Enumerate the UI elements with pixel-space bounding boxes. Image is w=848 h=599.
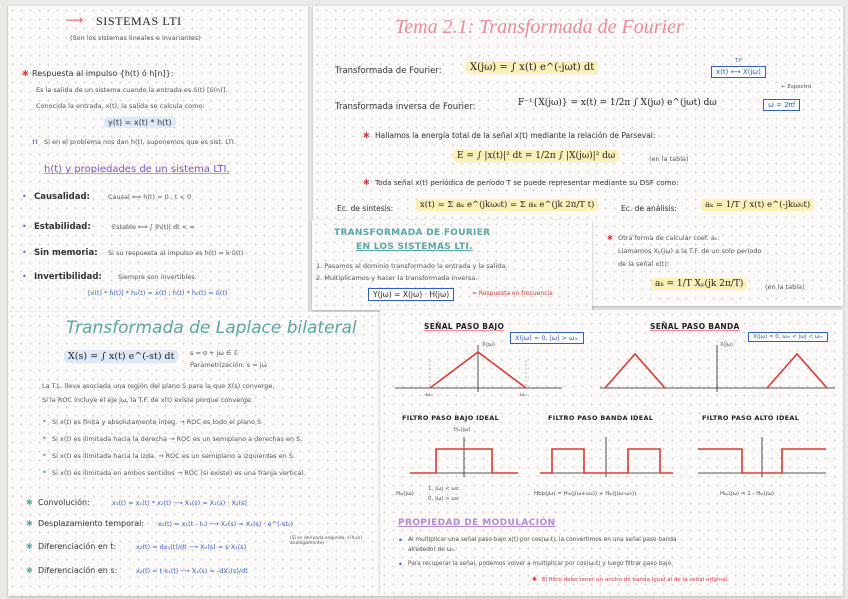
bullet-star-icon: ✱ <box>363 131 370 140</box>
dt-label: Diferenciación en t: <box>38 542 117 551</box>
synthesis-label: Ec. de síntesis: <box>337 204 394 213</box>
shift-label: Desplazamiento temporal: <box>38 519 145 528</box>
synthesis-formula: x(t) = Σ aₖ e^(jkω₀t) = Σ aₖ e^(jk 2π/T t) <box>416 199 598 211</box>
warning-star-icon: ✱ <box>532 576 538 583</box>
hlp-label: Hₗₚ(jω) <box>454 427 471 433</box>
bandpass-signal-box: X(jω) = 0, ωₘ < |ω| < ωₘ <box>748 332 828 342</box>
lti-card <box>8 6 308 312</box>
bandpass-signal-plot <box>595 340 840 398</box>
invert-label: Invertibilidad: <box>34 272 102 282</box>
ds-formula: x₂(t) = t·x₁(t) ⟶ X₂(s) = -dX₁(s)/dt <box>136 567 248 575</box>
memory-label: Sin memoria: <box>34 248 98 258</box>
impulse-heading: Respuesta al impulso {h(t) ó h[n]}: <box>32 69 174 78</box>
stable-text: Estable ⟺ ∫ |h(t)| dt < ∞ <box>112 223 195 231</box>
dt-formula: x₂(t) = dx₁(t)/dt ⟶ X₂(s) = s·X₁(s) <box>136 543 247 551</box>
note-mark: !! <box>32 138 38 146</box>
omega-box: ω = 2πf <box>763 99 800 111</box>
s-definition: s = σ + jω ∈ ℂ <box>190 349 239 357</box>
lti-fourier-step-1: 1. Pasamos al dominio transformado la entrada y la salida. <box>316 262 508 270</box>
laplace-title: Transformada de Laplace bilateral <box>66 318 357 338</box>
ds-label: Diferenciación en s: <box>38 566 118 575</box>
ideal-lowpass-title: FILTRO PASO BAJO IDEAL <box>402 414 500 422</box>
lti-note: Si en el problema nos dan h(t), suponemos que es sist. LTI. <box>44 138 236 146</box>
itf-formula: F⁻¹{X(jω)} = x(t) = 1/2π ∫ X(jω) e^(jωt) dω <box>518 98 717 108</box>
lti-fourier-heading-2: EN LOS SISTEMAS LTI. <box>356 242 473 252</box>
tf-label: Transformada de Fourier: <box>335 66 442 76</box>
espectro-note: ← Espectro <box>781 84 812 90</box>
ak-formula: aₖ = 1/T Xₚ(jk 2π/T) <box>651 278 747 290</box>
lti-fourier-card <box>312 220 592 310</box>
bullet-dot-icon: • <box>42 451 47 460</box>
hlp-name: Hₗₚ(jω) <box>396 491 414 497</box>
shift-formula: x₂(t) = x₁(t - t₀) ⟶ X₂(s) = X₁(s) · e^(-st₀) <box>158 520 294 528</box>
parseval-note: (en la tabla) <box>649 155 689 163</box>
roc-item-1: Si x(t) es finita y absolutamente integ. → ROC es todo el plano S <box>52 418 262 426</box>
modulation-line-2: Para recuperar la señal, podemos volver a multiplicar por cos(ω₀t) y luego filtrar paso bajo. <box>408 561 673 567</box>
roc-item-4: Si x(t) es ilimitada en ambos sentidos → ROC (si existe) es una franja vertical. <box>52 469 306 477</box>
lti-fourier-heading-1: TRANSFORMADA DE FOURIER <box>334 228 491 238</box>
hbp-definition: Hbp(jω) = Hₗₚ(j(ω+ω₀)) + Hₗₚ(j(ω-ω₀)) <box>534 491 637 497</box>
invert-formula: [x(t) * h(t)] * h₂(t) = x(t) ; h(t) * h₂(t) = δ(t) <box>88 289 228 297</box>
filters-card <box>380 310 843 596</box>
analysis-label: Ec. de análisis: <box>621 204 677 213</box>
bullet-dot-icon: • <box>22 192 27 201</box>
bullet-dot-icon: • <box>398 536 403 545</box>
laplace-card <box>8 312 380 596</box>
bullet-dot-icon: • <box>22 272 27 281</box>
bullet-star-icon: ✱ <box>26 519 33 528</box>
invert-text: Siempre son invertibles. <box>118 273 197 281</box>
bullet-star-icon: ✱ <box>22 69 29 78</box>
parametrization: Parametrización: s = jω <box>190 361 267 369</box>
fourier-title: Tema 2.1: Transformada de Fourier <box>395 16 684 38</box>
stable-label: Estabilidad: <box>34 222 91 232</box>
analysis-formula: aₖ = 1/T ∫ x(t) e^(-jkω₀t) <box>701 199 814 211</box>
lti-title: SISTEMAS LTI <box>96 14 182 28</box>
frequency-response-label: = Respuesta en frecuencia <box>472 290 553 297</box>
lowpass-wm-neg: -ωₘ <box>424 392 434 398</box>
itf-label: Transformada inversa de Fourier: <box>335 102 476 112</box>
conv-formula: x₃(t) = x₁(t) * x₂(t) ⟶ X₃(s) = X₁(s) · X₂(s) <box>112 499 247 507</box>
modulation-line-1: Al multiplicar una señal paso bajo x(t) por cos(ω₀t), la convertimos en una señal paso banda <box>408 537 677 543</box>
bullet-dot-icon: • <box>398 560 403 569</box>
bullet-dot-icon: • <box>22 222 27 231</box>
modulation-warning: El filtro debe tener un ancho de banda igual al de la señal original. <box>542 577 729 583</box>
roc-line-2: Si la ROC incluye el eje jω, la T.F. de x(t) existe porque converge. <box>42 396 253 404</box>
memory-text: Si su respuesta al impulso es h(t) = k·δ(t) <box>108 249 244 257</box>
lowpass-wm-pos: ωₘ <box>520 392 528 398</box>
other-way-2: Llamamos Xₚ(jω) a la T.F. de un solo periodo <box>618 247 762 255</box>
lti-fourier-step-2: 2. Multiplicamos y hacer la transformada inversa. <box>316 274 478 282</box>
roc-item-2: Si x(t) es ilimitada hacia la derecha → ROC es un semiplano a derechas en S. <box>52 435 303 443</box>
tf-formula: X(jω) = ∫ x(t) e^(-jωt) dt <box>466 61 598 74</box>
ideal-highpass-plot <box>698 435 828 480</box>
laplace-formula: X(s) = ∫ x(t) e^(-st) dt <box>64 350 178 363</box>
lowpass-signal-title: SEÑAL PASO BAJO <box>424 322 505 331</box>
hhp-definition: Hₕₚ(jω) = 1 - Hₗₚ(jω) <box>720 491 775 497</box>
bullet-dot-icon: • <box>42 468 47 477</box>
props-heading: h(t) y propiedades de un sistema LTI. <box>44 164 230 175</box>
pair-box: x(t) ⟷ X(jω) <box>711 66 766 78</box>
ideal-bandpass-title: FILTRO PASO BANDA IDEAL <box>548 414 654 422</box>
bandpass-signal-title: SEÑAL PASO BANDA <box>650 322 740 331</box>
parseval-text: Hallamos la energía total de la señal x(t) mediante la relación de Parseval: <box>375 131 656 140</box>
lowpass-signal-plot <box>390 340 570 398</box>
modulation-line-1b: alrededor de ω₀. <box>408 547 456 553</box>
lti-fourier-formula: Y(jω) = X(jω) · H(jω) <box>368 288 454 301</box>
conv-label: Convolución: <box>38 498 90 507</box>
ideal-bandpass-plot <box>540 435 675 480</box>
title-arrow: ⟶ <box>66 13 84 27</box>
bullet-star-icon: ✱ <box>26 566 33 575</box>
roc-line-1: La T.L. lleva asociada una región del plano S para la que X(s) converge. <box>42 382 275 390</box>
ideal-highpass-title: FILTRO PASO ALTO IDEAL <box>702 414 800 422</box>
impulse-line-2: Conocida la entrada, x(t), la salida se calcula como: <box>36 102 205 110</box>
lowpass-xjw-label: X(jω) <box>482 342 495 348</box>
bullet-star-icon: ✱ <box>607 234 613 242</box>
causal-label: Causalidad: <box>34 192 90 202</box>
roc-item-3: Si x(t) es ilimitada hacia la izda. → ROC es un semiplano a izquierdas en S. <box>52 452 296 460</box>
hlp-definition-1: 1, |ω| < ωc <box>428 486 460 492</box>
convolution-formula: y(t) = x(t) * h(t) <box>104 117 176 128</box>
hlp-definition-2: 0, |ω| > ωc <box>428 496 460 502</box>
bullet-dot-icon: • <box>22 248 27 257</box>
bullet-dot-icon: • <box>42 434 47 443</box>
causal-text: Causal ⟺ h(t) = 0 , t < 0 <box>108 193 192 201</box>
bullet-star-icon: ✱ <box>26 542 33 551</box>
bullet-star-icon: ✱ <box>363 178 370 187</box>
lti-subtitle: (Son los sistemas lineales e invariantes) <box>70 34 201 42</box>
dt-note: (Si es derivada segunda, s²X₁(s) análogamente) <box>290 536 363 546</box>
lowpass-signal-box: X(jω) = 0, |ω| > ωₘ <box>510 332 584 344</box>
bullet-star-icon: ✱ <box>26 498 33 507</box>
bullet-dot-icon: • <box>42 417 47 426</box>
impulse-line-1: Es la salida de un sistema cuando la entrada es δ(t) [δ(n)]. <box>36 86 228 94</box>
bandpass-xjw-label: X(jω) <box>720 342 733 348</box>
other-way-3: de la señal x(t): <box>618 260 670 268</box>
modulation-heading: PROPIEDAD DE MODULACIÓN <box>398 518 556 528</box>
dsf-text: Toda señal x(t) periódica de período T se puede representar mediante su DSF como: <box>375 178 679 187</box>
pair-arrow-label: T.F. <box>735 58 743 64</box>
ideal-lowpass-plot <box>410 435 520 480</box>
parseval-formula: E = ∫ |x(t)|² dt = 1/2π ∫ |X(jω)|² dω <box>453 150 619 162</box>
other-way-1: Otra forma de calcular coef. aₖ: <box>618 234 720 242</box>
ak-note: (en la tabla) <box>765 283 805 291</box>
